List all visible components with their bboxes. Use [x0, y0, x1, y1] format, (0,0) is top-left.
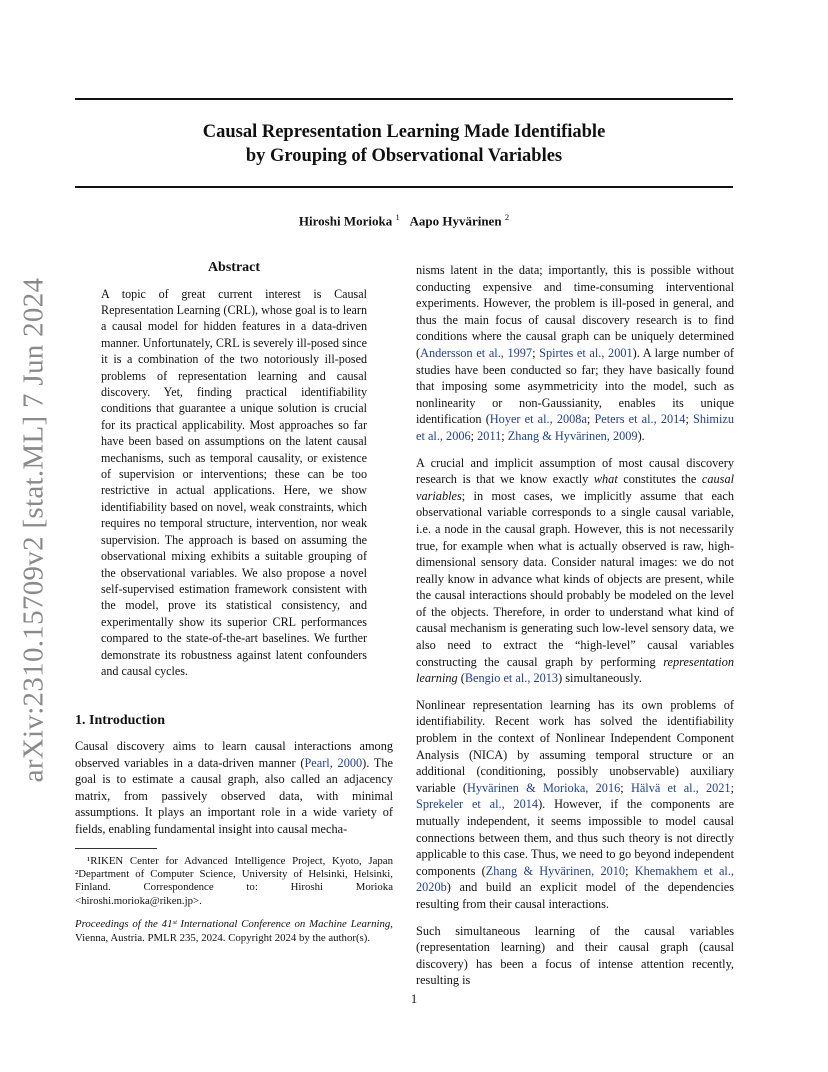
- author-affil-mark: 1: [395, 212, 400, 222]
- citation-link[interactable]: 2011: [477, 428, 502, 443]
- text-run: ). The goal is to estimate a causal graph, also called an adjacency matrix, from passively observed data, with minimal assumptions. It plays an important role in a wide variety of fields, enabling fundamental insight into causal mecha-: [75, 755, 394, 836]
- text-run: ; in most cases, we implicitly assume that each observational variable corresponds to a single causal variable, i.e. a node in the causal graph. However, this is not necessarily true, for example when what is actually observed is raw, high-dimensional sensory data. Consider natural images: we do not really know in advance what kinds of objects are present, while the causal interactions should probably be modeled on the level of the objects. Therefore, in order to understand what kind of causal mechanism is generating such low-level sensory data, we also need to extract the “high-level” causal variables constructing the causal graph by performing: [416, 488, 734, 669]
- text-run: ;: [586, 412, 595, 427]
- author-list: [75, 212, 733, 229]
- emphasis: representation learning: [416, 654, 734, 686]
- affiliation-footnote: ¹RIKEN Center for Advanced Intelligence Project, Kyoto, Japan ²Department of Computer Science, University of Helsinki, Helsinki, Finland. Correspondence to: Hiroshi Morioka <hiroshi.morioka@riken.jp>.: [75, 854, 393, 907]
- citation-link[interactable]: Spirtes et al., 2001: [539, 345, 633, 360]
- citation-link[interactable]: Zhang & Hyvärinen, 2010: [485, 863, 626, 878]
- title-rule-top: [75, 98, 733, 100]
- text-run: (: [457, 671, 465, 686]
- citation-link[interactable]: Sprekeler et al., 2014: [416, 797, 539, 812]
- text-run: ;: [470, 428, 478, 443]
- abstract-section: [75, 260, 393, 679]
- emphasis: causal variables: [416, 472, 735, 503]
- text-run: Nonlinear representation learning has its own problems of identifiability. Recent work has solved the identifiability problem in the context of Nonlinear Independent Component Analysis (NICA) by assuming temporal structure or an additional (conditioning, possibly unobservable) auxiliary variable (: [416, 697, 734, 795]
- text-run: ;: [532, 345, 540, 360]
- citation-link[interactable]: Peters et al., 2014: [594, 412, 686, 427]
- text-run: A crucial and implicit assumption of most causal discovery research is that we know exactly: [416, 455, 734, 487]
- title-line-2: by Grouping of Observational Variables: [245, 146, 563, 166]
- abstract-heading: Abstract: [207, 260, 261, 275]
- author-name: Hiroshi Morioka: [298, 213, 393, 229]
- right-column: [416, 262, 734, 989]
- title-rule-bottom: [75, 186, 733, 188]
- proceedings-footnote: [75, 918, 393, 945]
- citation-link[interactable]: Bengio et al., 2013: [464, 671, 559, 686]
- citation-link[interactable]: Pearl, 2000: [304, 755, 363, 770]
- citation-link[interactable]: Hyvärinen & Morioka, 2016: [466, 780, 621, 795]
- arxiv-stamp: arXiv:2310.15709v2 [stat.ML] 7 Jun 2024: [17, 277, 50, 783]
- text-run: ) simultaneously.: [558, 671, 642, 686]
- paragraph: [416, 455, 734, 687]
- emphasis: what: [593, 472, 618, 487]
- proceedings-venue: Proceedings of the 41ˢᵗ International Conference on Machine Learning: [75, 918, 391, 931]
- citation-link[interactable]: Khemakhem et al., 2020b: [416, 863, 734, 895]
- citation-link[interactable]: Zhang & Hyvärinen, 2009: [507, 428, 638, 443]
- title-line-1: Causal Representation Learning Made Identifiable: [202, 122, 606, 142]
- paragraph: [416, 262, 734, 445]
- paper-title: [75, 120, 733, 168]
- citation-link[interactable]: Shimizu et al., 2006: [416, 412, 734, 443]
- left-column: [75, 260, 393, 945]
- text-run: Causal discovery aims to learn causal interactions among observed variables in a data-driven manner (: [75, 738, 393, 770]
- text-run: , Vienna, Austria. PMLR 235, 2024. Copyright 2024 by the author(s).: [75, 918, 393, 944]
- text-run: ). However, if the components are mutually independent, it seems impossible to model causal connections between them, and thus such theory is not directly applicable to this case. Thus, we need to go beyond independent components (: [416, 797, 734, 878]
- abstract-text: A topic of great current interest is Causal Representation Learning (CRL), whose goal is to learn a causal model for hidden features in a data-driven manner. Unfortunately, CRL is severely ill-posed since it is a combination of the two notoriously ill-posed problems of representation learning and causal discovery. Yet, finding practical identifiability conditions that guarantee a unique solution is crucial for its practical applicability. Most approaches so far have been based on assumptions on the latent causal mechanisms, such as temporal causality, or existence of supervision or interventions; these can be too restrictive in actual applications. Here, we show identifiability based on novel, weak constraints, which requires no temporal structure, intervention, nor weak supervision. The approach is based on assuming the observational mixing exhibits a suitable grouping of the observational variables. We also propose a novel self-supervised estimation framework consistent with the model, prove its statistical consistency, and experimentally show its superior CRL performances compared to the state-of-the-art baselines. We further demonstrate its robustness against latent confounders and causal cycles.: [101, 286, 367, 678]
- text-run: ) and build an explicit model of the dependencies resulting from their causal interactions.: [416, 880, 734, 911]
- footnote-rule: [75, 848, 157, 849]
- text-run: nisms latent in the data; importantly, this is possible without conducting expensive and time-consuming interventional experiments. However, the problem is ill-posed in general, and thus the main focus of causal discovery research is to find conditions where the causal graph can be uniquely determined (: [416, 263, 734, 360]
- text-run: ;: [620, 780, 631, 795]
- text-run: ). A large number of studies have been conducted so far; they have basically found that imposing some asymmetricity into the model, such as nonlinearity or non-Gaussianity, enables its unique identification (: [416, 345, 735, 427]
- text-run: constitutes the: [617, 472, 702, 487]
- paragraph: Such simultaneous learning of the causal variables (representation learning) and their causal graph (causal discovery) has been a focus of intense attention recently, resulting is: [416, 923, 734, 988]
- text-run: ;: [501, 428, 508, 443]
- page-number: 1: [410, 992, 418, 1006]
- text-run: ;: [730, 780, 734, 795]
- paragraph: [416, 697, 734, 913]
- paragraph: [75, 738, 393, 838]
- text-run: ;: [625, 863, 635, 878]
- author-affil-mark: 2: [504, 212, 510, 222]
- citation-link[interactable]: Andersson et al., 1997: [420, 345, 533, 360]
- citation-link[interactable]: Hoyer et al., 2008a: [489, 412, 587, 427]
- text-run: ).: [637, 428, 645, 443]
- section-heading: 1. Introduction: [75, 713, 165, 729]
- text-run: ;: [685, 412, 693, 427]
- author-name: Aapo Hyvärinen: [409, 213, 502, 229]
- footnotes: [75, 848, 393, 945]
- citation-link[interactable]: Hälvä et al., 2021: [630, 780, 731, 795]
